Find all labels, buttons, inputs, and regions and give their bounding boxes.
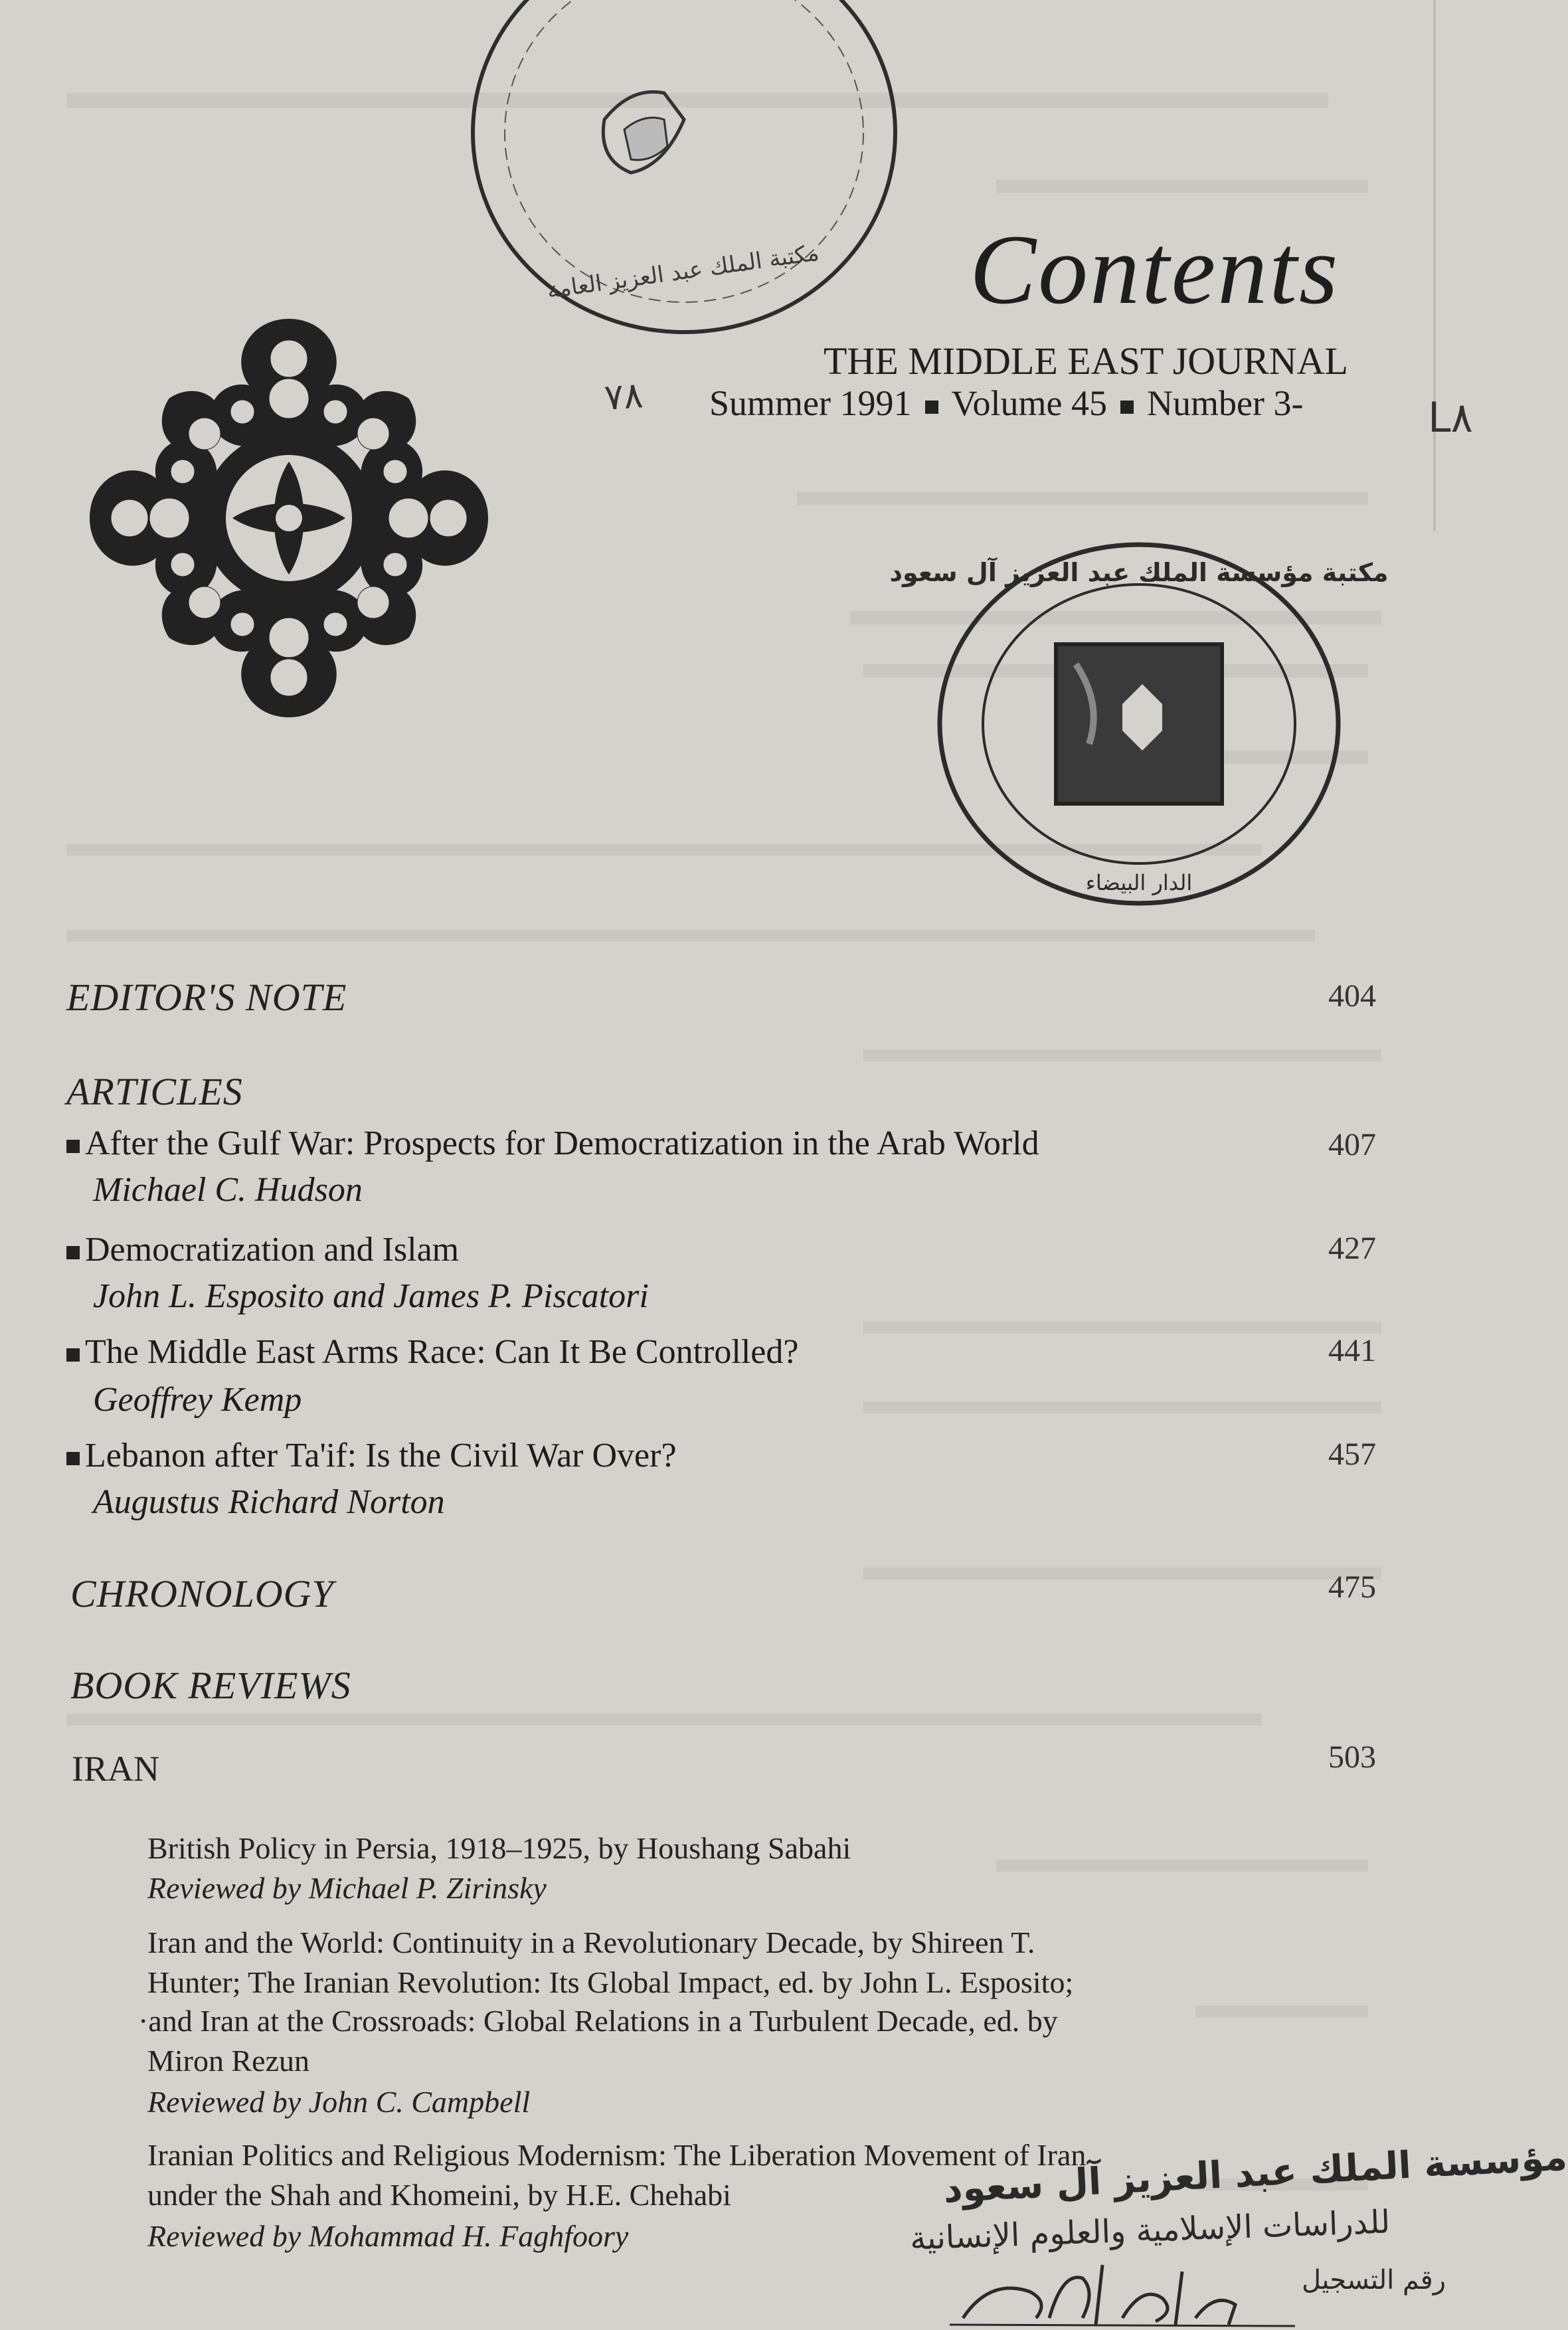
- review-reviewer: Reviewed by John C. Campbell: [147, 2085, 531, 2119]
- article-author: John L. Esposito and James P. Piscatori: [93, 1277, 649, 1315]
- article-author: Michael C. Hudson: [93, 1171, 363, 1209]
- chronology-page: 475: [1328, 1569, 1376, 1605]
- book-reviews-heading: BOOK REVIEWS: [70, 1664, 351, 1707]
- chronology-heading[interactable]: CHRONOLOGY: [70, 1572, 334, 1615]
- foundation-seal-text: مكتبة مؤسسة الملك عبد العزيز آل سعود: [889, 558, 1389, 587]
- review-reviewer: Reviewed by Michael P. Zirinsky: [147, 1871, 547, 1905]
- article-title[interactable]: Lebanon after Ta'if: Is the Civil War Over?: [66, 1436, 677, 1475]
- seal-text: مكتبة الملك عبد العزيز العامة: [545, 239, 821, 304]
- bullet-square-icon: [1120, 401, 1134, 414]
- iran-subheading[interactable]: IRAN: [72, 1749, 159, 1789]
- articles-heading: ARTICLES: [66, 1070, 243, 1113]
- arabesque-ornament: [73, 279, 505, 757]
- iran-page: 503: [1328, 1740, 1376, 1775]
- library-seal-stamp: [465, 0, 903, 359]
- handwritten-signature: [950, 2252, 1295, 2330]
- article-page: 457: [1328, 1437, 1376, 1472]
- article-title[interactable]: After the Gulf War: Prospects for Democratization in the Arab World: [66, 1124, 1039, 1163]
- library-note-line2: للدراسات الإسلامية والعلوم الإنسانية: [909, 2203, 1391, 2258]
- bullet-square-icon: [66, 1140, 80, 1153]
- article-title[interactable]: The Middle East Arms Race: Can It Be Controlled?: [66, 1332, 798, 1372]
- review-book-line: under the Shah and Khomeini, by H.E. Chehabi: [147, 2178, 731, 2212]
- foundation-seal-stamp: [889, 531, 1389, 930]
- editors-note-heading[interactable]: EDITOR'S NOTE: [66, 976, 347, 1019]
- review-book-line: Iranian Politics and Religious Modernism: The Liberation Movement of Iran: [147, 2138, 1087, 2172]
- review-reviewer: Reviewed by Mohammad H. Faghfoory: [147, 2219, 629, 2253]
- article-page: 427: [1328, 1231, 1376, 1266]
- journal-name: THE MIDDLE EAST JOURNAL: [824, 339, 1348, 383]
- review-book-line: ·and Iran at the Crossroads: Global Relations in a Turbulent Decade, ed. by: [138, 2004, 1058, 2038]
- bullet-square-icon: [66, 1246, 80, 1259]
- article-page: 407: [1328, 1127, 1376, 1162]
- library-note-line1: مؤسسة الملك عبد العزيز آل سعود: [942, 2135, 1568, 2212]
- handwritten-number-right: L٨: [1428, 393, 1473, 442]
- bullet-square-icon: [66, 1348, 80, 1362]
- bullet-square-icon: [66, 1452, 80, 1465]
- handwritten-number-left: ٧٨: [602, 374, 645, 418]
- issue-number: Number 3-: [1147, 383, 1304, 423]
- bullet-square-icon: [925, 401, 938, 414]
- review-book-line: Hunter; The Iranian Revolution: Its Global Impact, ed. by John L. Esposito;: [147, 1965, 1074, 1999]
- page-title: Contents: [970, 215, 1340, 325]
- review-book-line: British Policy in Persia, 1918–1925, by Houshang Sabahi: [147, 1831, 851, 1865]
- article-title[interactable]: Democratization and Islam: [66, 1230, 459, 1269]
- article-page: 441: [1328, 1333, 1376, 1368]
- editors-note-page: 404: [1328, 978, 1376, 1014]
- foundation-seal-bottom-text: الدار البيضاء: [1085, 870, 1193, 895]
- issue-volume: Volume 45: [951, 383, 1108, 423]
- issue-season: Summer 1991: [709, 383, 912, 423]
- library-note-line3: رقم التسجيل: [1302, 2265, 1446, 2295]
- article-author: Augustus Richard Norton: [93, 1483, 445, 1521]
- issue-line: [709, 383, 1303, 424]
- article-author: Geoffrey Kemp: [93, 1381, 302, 1419]
- review-book-line: Miron Rezun: [147, 2044, 310, 2078]
- review-book-line: Iran and the World: Continuity in a Revolutionary Decade, by Shireen T.: [147, 1926, 1035, 1959]
